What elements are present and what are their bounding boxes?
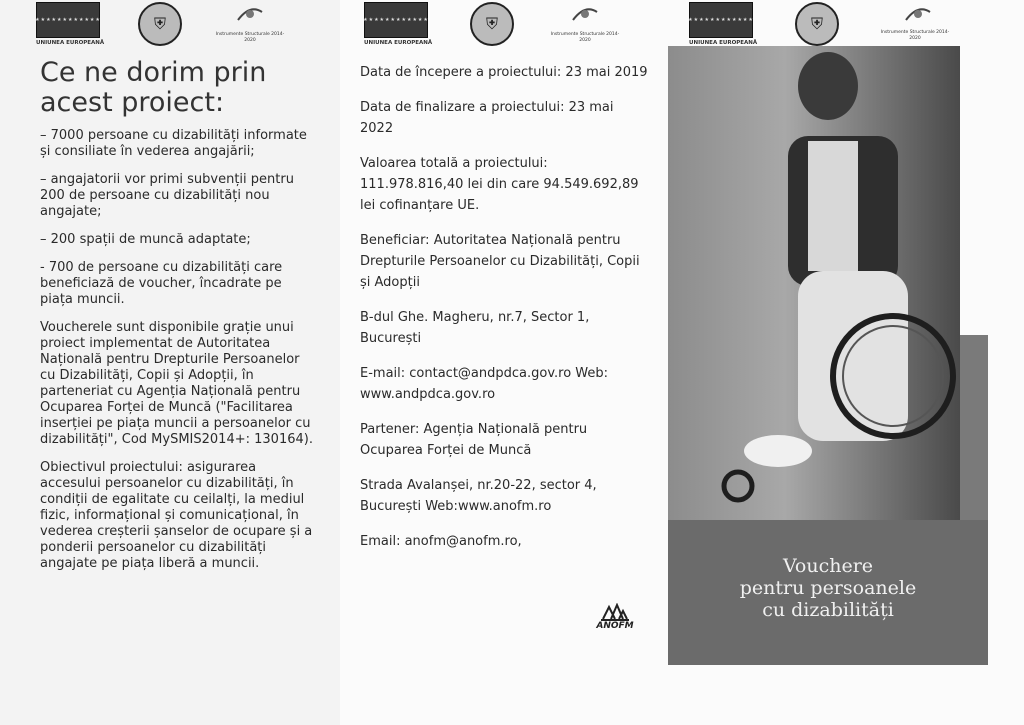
eu-logo: ★★★★★★★★★★★★ [36,2,100,38]
cover-title-line: cu dizabilități [762,599,894,621]
goal-item: – angajatorii vor primi subvenții pentru 200 de persoane cu dizabilități nou angajate; [40,172,294,219]
project-details [360,62,650,566]
eu-caption: UNIUNEA EUROPEANĂ [36,40,105,46]
goal-item: - 700 de persoane cu dizabilități care beneficiază de voucher, încadrate pe piața muncii. [40,260,283,307]
instr-caption: Instrumente Structurale 2014-2020 [550,32,620,43]
cover-title [668,555,988,621]
total-value: Valoarea totală a proiectului: 111.978.816,40 lei din care 94.549.692,89 lei cofinanțare UE. [360,156,639,213]
beneficiary: Beneficiar: Autoritatea Națională pentru Drepturile Persoanelor cu Dizabilități, Copii și Adopții [360,233,640,290]
partner: Partener: Agenția Națională pentru Ocuparea Forței de Muncă [360,422,588,458]
people-icon [601,603,629,621]
partner-logos [30,2,330,46]
cover-title-line: Vouchere [782,555,874,577]
brochure-panel-middle [340,0,660,725]
partner-address: Strada Avalanșei, nr.20-22, sector 4, București Web:www.anofm.ro [360,478,597,514]
goal-item: – 7000 persoane cu dizabilități informate și consiliate în vederea angajării; [40,128,307,159]
partner-email: Email: anofm@anofm.ro, [360,534,522,549]
partner-logos [685,2,985,46]
eu-caption: UNIUNEA EUROPEANĂ [689,40,758,46]
goal-item: – 200 spații de muncă adaptate; [40,232,251,247]
page-title: Ce ne dorim prin acest proiect: [40,57,267,118]
cover-title-line: pentru persoanele [739,577,917,599]
beneficiary-contact: E-mail: contact@andpdca.gov.ro Web: www.andpdca.gov.ro [360,366,609,402]
eu-caption: UNIUNEA EUROPEANĂ [364,40,433,46]
cover-photo [668,46,960,520]
structural-instruments-logo [235,2,265,28]
project-goals [40,128,315,584]
anofm-logo-text: ANOFM [596,621,634,631]
brochure-panel-left [0,0,340,725]
eu-logo: ★★★★★★★★★★★★ [364,2,428,38]
partner-logos [360,2,660,46]
beneficiary-address: B-dul Ghe. Magheru, nr.7, Sector 1, București [360,310,590,346]
voucher-description: Voucherele sunt disponibile grație unui proiect implementat de Autoritatea Națională pentru Drepturile Persoanelor cu Dizabilități, Copii și Adopții, în parteneriat cu Agenția Națională pentru Ocuparea Forței de Muncă ("Facilitarea inserției pe piața muncii a persoanelor cu dizabilități", Cod MySMIS2014+: 130164). [40,320,313,447]
instr-caption: Instrumente Structurale 2014-2020 [215,32,285,43]
project-objective: Obiectivul proiectului: asigurarea accesului persoanelor cu dizabilități, în condiții de egalitate cu ceilalți, la mediul fizic, informațional și comunicațional, în vederea creșterii șanselor de ocupare și a ponderii persoanelor cu dizabilități angajate pe piața liberă a muncii. [40,460,313,571]
romanian-government-crest-icon: ⛨ [138,2,182,46]
eu-logo: ★★★★★★★★★★★★ [689,2,753,38]
structural-instruments-logo [903,2,933,28]
instr-caption: Instrumente Structurale 2014-2020 [880,30,950,41]
brochure-panel-cover [660,0,1024,725]
cover-accent-strip [960,335,988,520]
end-date: Data de finalizare a proiectului: 23 mai 2022 [360,100,614,136]
start-date: Data de începere a proiectului: 23 mai 2019 [360,65,648,80]
structural-instruments-logo [570,2,600,28]
romanian-government-crest-icon: ⛨ [470,2,514,46]
romanian-government-crest-icon: ⛨ [795,2,839,46]
anofm-logo [590,603,640,631]
